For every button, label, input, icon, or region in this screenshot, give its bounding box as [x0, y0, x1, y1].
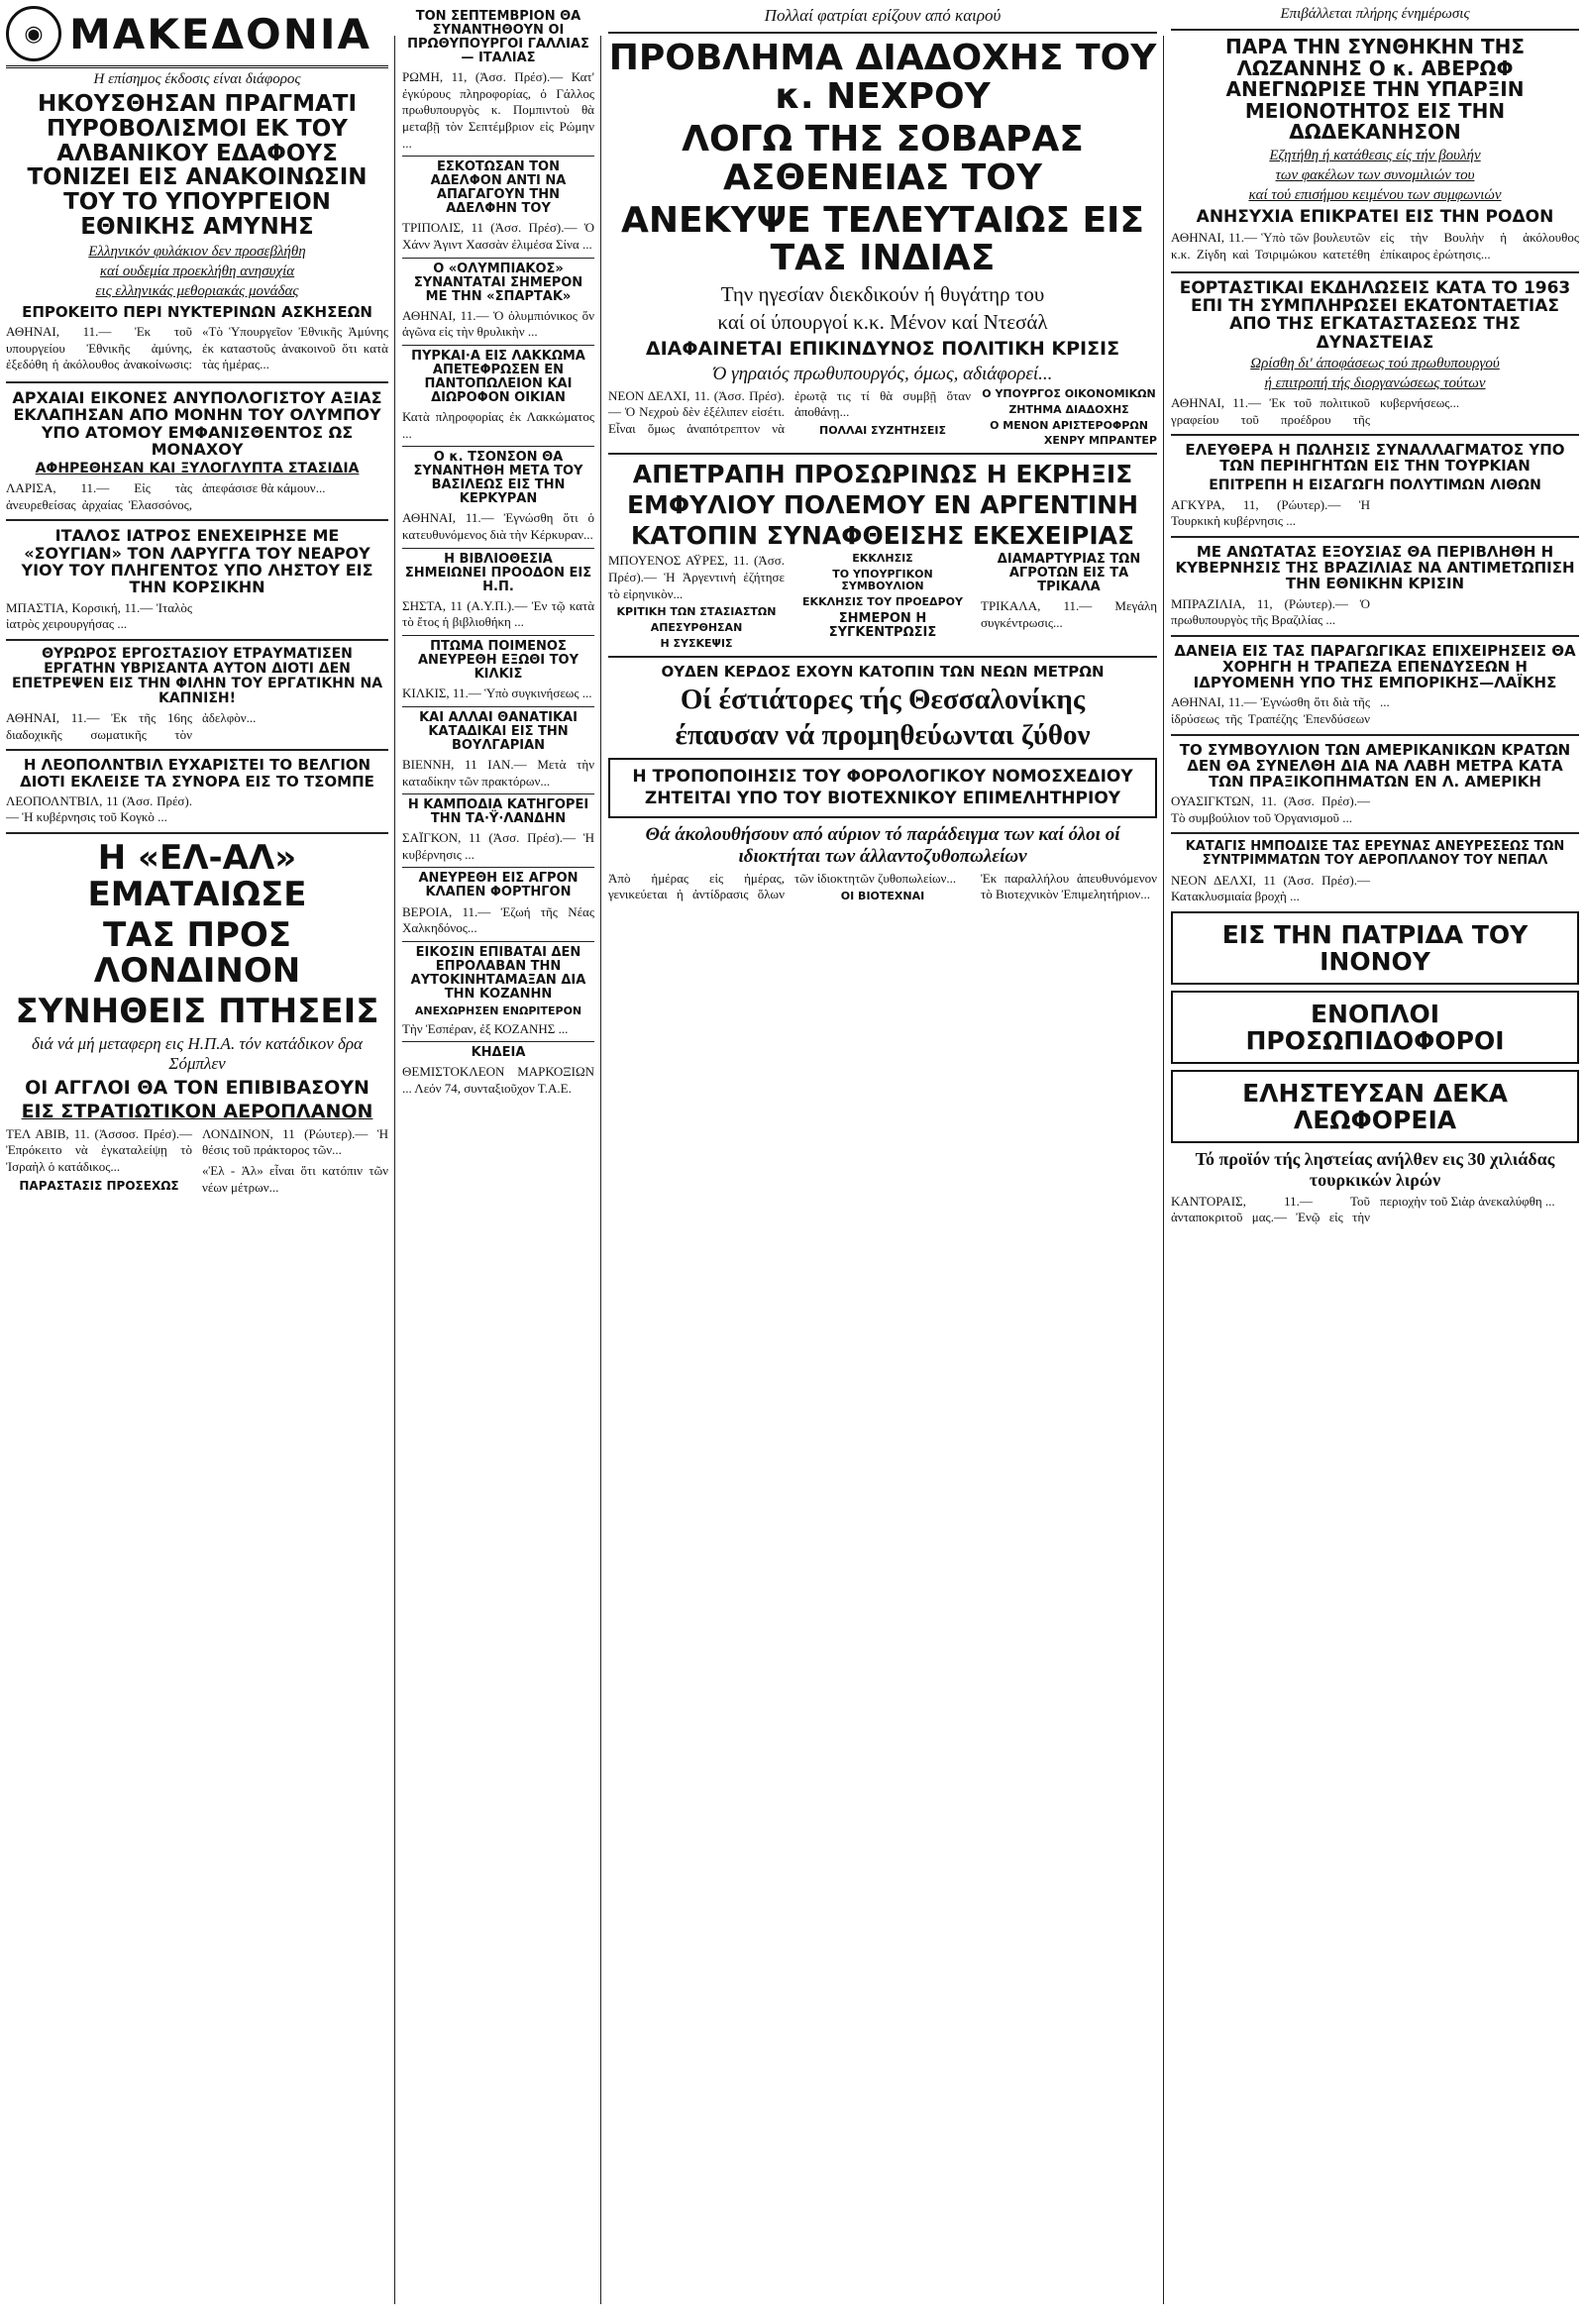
headline: ΠΥΡΚΑΙ·Α ΕΙΣ ΛΑΚΚΩΜΑ ΑΠΕΤΕΦΡΩΣΕΝ ΕΝ ΠΑΝΤΟΠΩΛΕΙΟΝ ΚΑΙ ΔΙΩΡΟΦΟΝ ΟΙΚΙΑΝ	[411, 348, 585, 406]
headline: ΑΠΕΤΡΑΠΗ ΠΡΟΣΩΡΙΝΩΣ Η ΕΚΡΗΞΙΣ	[632, 460, 1133, 489]
deck-line: Θά άκολουθήσουν από αύριον τό παράδειγμα των καί όλοι οί ιδιοκτήται των άλλαντοζυθοπωλείων	[645, 823, 1120, 867]
headline: ΙΤΑΛΟΣ ΙΑΤΡΟΣ ΕΝΕΧΕΙΡΗΣΕ ΜΕ «ΣΟΥΓΙΑΝ» ΤΟΝ ΛΑΡΥΓΓΑ ΤΟΥ ΝΕΑΡΟΥ ΥΙΟΥ ΤΟΥ ΠΛΗΓΕΝΤΟΣ ΥΠΟ ΛΗΣΤΟΥ ΕΙΣ ΤΗΝ ΚΟΡΣΙΚΗΝ	[21, 526, 373, 597]
main-headline: ΠΡΟΒΛΗΜΑ ΔΙΑΔΟΧΗΣ ΤΟΥ κ. ΝΕΧΡΟΥ	[608, 38, 1157, 117]
section-label: Ο ΜΕΝΟΝ ΑΡΙΣΤΕΡΟΦΡΩΝ	[990, 418, 1148, 432]
column-rule	[600, 36, 601, 2304]
article-text: ΤΕΛ ΑΒΙΒ, 11. (Ἀσσοσ. Πρέσ).— Ἐπρόκειτο νὰ ἐγκαταλείψῃ τὸ Ἰσραὴλ ὁ κατάδικος...	[6, 1125, 192, 1174]
subhead-box	[608, 758, 1157, 818]
headline: έπαυσαν νά προμηθεύωνται ζύθον	[675, 718, 1091, 751]
column-left	[0, 0, 394, 2324]
main-headline: ΑΝΕΚΥΨΕ ΤΕΛΕΥΤΑΙΩΣ ΕΙΣ ΤΑΣ ΙΝΔΙΑΣ	[620, 199, 1145, 279]
article-text: ΚΙΛΚΙΣ, 11.— Ὑπὸ συγκινήσεως ...	[402, 686, 592, 701]
kicker: ΟΥΔΕΝ ΚΕΡΔΟΣ ΕΧΟΥΝ ΚΑΤΟΠΙΝ ΤΩΝ ΝΕΩΝ ΜΕΤΡΩΝ	[661, 662, 1105, 681]
article-text: Ἐκ παραλλήλου ἀπευθυνόμενον τὸ Βιοτεχνικὸν Ἐπιμελητήριον...	[981, 870, 1157, 902]
article-body	[1171, 873, 1579, 905]
headline: ΠΑΡΑ ΤΗΝ ΣΥΝΘΗΚΗΝ ΤΗΣ ΛΩΖΑΝΝΗΣ Ο κ. ΑΒΕΡΩΦ ΑΝΕΓΝΩΡΙΣΕ ΤΗΝ ΥΠΑΡΞΙΝ ΜΕΙΟΝΟΤΗΤΟΣ ΕΙΣ ΤΗΝ ΔΩΔΕΚΑΝΗΣΟΝ	[1224, 35, 1525, 145]
article-text: ΜΠΟΥΕΝΟΣ ΑΫΡΕΣ, 11. (Ἀσσ. Πρέσ).— Ἡ Ἀργεντινὴ ἐζήτησε τὸ εἰρηνικὸν...	[608, 553, 785, 601]
section-label: ΟΙ ΒΙΟΤΕΧΝΑΙ	[840, 890, 925, 903]
kicker: Πολλαί φατρίαι ερίζουν από καιρού	[764, 6, 1002, 25]
article-body	[608, 871, 1157, 906]
kicker: Επιβάλλεται πλήρης ένημέρωσις	[1280, 6, 1470, 22]
article-text: ΝΕΟΝ ΔΕΛΧΙ, 11 (Ἀσσ. Πρέσ).— Κατακλυσμιαία βροχὴ ...	[1171, 872, 1370, 904]
article-text: ΜΠΡΑΖΙΛΙΑ, 11, (Ρώυτερ).— Ὁ πρωθυπουργὸς τῆς Βραζιλίας ...	[1171, 595, 1370, 628]
deck-line: Ελληνικόν φυλάκιον δεν προσεβλήθη	[88, 243, 306, 260]
article-text: ΡΩΜΗ, 11, (Ἀσσ. Πρέσ).— Κατ' ἐγκύρους πληροφορίας, ὁ Γάλλος πρωθυπουργὸς κ. Πομπιντοὺ θὰ μεταβῇ τὸν Σεπτέμβριον εἰς Ρώμην ...	[402, 69, 594, 151]
article-text: ΑΘΗΝΑΙ, 11.— Ἐγνώσθη ὅτι διὰ τῆς ἱδρύσεως τῆς Τραπέζης Ἐπενδύσεων ...	[1171, 694, 1390, 726]
newspaper-title: ΜΑΚΕΔΟΝΙΑ	[69, 9, 372, 58]
article-text: ΛΑΡΙΣΑ, 11.— Εἰς τὰς ἀνευρεθείσας ἀρχαίας Ἐλασσόνος, ἀπεφάσισε θὰ κάμουν...	[6, 480, 326, 512]
article-text: ΑΘΗΝΑΙ, 11.— Ἐκ τοῦ πολιτικοῦ γραφείου τοῦ προέδρου τῆς κυβερνήσεως...	[1171, 395, 1460, 427]
article-body	[1171, 793, 1579, 826]
article-text: ΟΥΑΣΙΓΚΤΩΝ, 11. (Ἀσσ. Πρέσ).— Τὸ συμβούλιον τοῦ Ὀργανισμοῦ ...	[1171, 793, 1370, 825]
deck-line: καί ουδεμία προεκλήθη ανησυχία	[99, 263, 295, 279]
section-label: ΤΟ ΥΠΟΥΡΓΙΚΟΝ ΣΥΜΒΟΥΛΙΟΝ	[832, 568, 933, 593]
article-body	[6, 324, 388, 375]
masthead	[6, 0, 388, 68]
article-body	[1171, 395, 1579, 428]
article-body	[6, 1126, 388, 1199]
headline: ΕΜΦΥΛΙΟΥ ΠΟΛΕΜΟΥ ΕΝ ΑΡΓΕΝΤΙΝΗ	[626, 490, 1139, 520]
article-text: ΜΠΑΣΤΙΑ, Κορσική, 11.— Ἰταλὸς ἰατρὸς χειρουργήσας ...	[6, 599, 192, 632]
deck-line: Ό γηραιός πρωθυπουργός, όμως, αδιάφορεί...	[712, 363, 1053, 384]
headline: ΔΑΝΕΙΑ ΕΙΣ ΤΑΣ ΠΑΡΑΓΩΓΙΚΑΣ ΕΠΙΧΕΙΡΗΣΕΙΣ ΘΑ ΧΟΡΗΓΗ Η ΤΡΑΠΕΖΑ ΕΠΕΝΔΥΣΕΩΝ Η ΙΔΡΥΟΜΕΝΗ ΥΠΟ ΤΗΣ ΕΜΠΟΡΙΚΗΣ—ΛΑΪΚΗΣ	[1174, 641, 1576, 692]
headline: ΚΗΔΕΙΑ	[471, 1045, 526, 1061]
deck-line: εις ελληνικάς μεθοριακάς μονάδας	[95, 282, 299, 299]
column-rule	[394, 36, 395, 2304]
article-body	[1171, 230, 1579, 264]
subheadline: ΑΦΗΡΕΘΗΣΑΝ ΚΑΙ ΞΥΛΟΓΛΥΠΤΑ ΣΤΑΣΙΔΙΑ	[35, 461, 360, 477]
article-text: ΣΗΣΤΑ, 11 (Α.Υ.Π.).— Ἐν τῷ κατὰ τὸ ἔτος ἡ βιβλιοθήκη ...	[402, 597, 594, 630]
headline: Η ΛΕΟΠΟΛΝΤΒΙΛ ΕΥΧΑΡΙΣΤΕΙ ΤΟ ΒΕΛΓΙΟΝ ΔΙΟΤΙ ΕΚΛΕΙΣΕ ΤΑ ΣΥΝΟΡΑ ΕΙΣ ΤΟ ΤΣΟΜΠΕ	[20, 756, 374, 791]
headline: Ο «ΟΛΥΜΠΙΑΚΟΣ» ΣΥΝΑΝΤΑΤΑΙ ΣΗΜΕΡΟΝ ΜΕ ΤΗΝ «ΣΠΑΡΤΑΚ»	[413, 261, 583, 304]
banner-subhead: διά νά μή μεταφερη εις Η.Π.Α. τόν κατάδικον δρα Σόμπλεν	[32, 1033, 363, 1073]
section-label: ΠΟΛΛΑΙ ΣΥΖΗΤΗΣΕΙΣ	[818, 424, 947, 438]
deck-line: ή επιτροπή τής διοργανώσεως τούτων	[1264, 375, 1486, 392]
article-text: ΒΕΡΟΙΑ, 11.— Ἐζωή τῆς Νέας Χαλκηδόνος...	[402, 903, 594, 936]
headline: ΚΑΙ ΑΛΛΑΙ ΘΑΝΑΤΙΚΑΙ ΚΑΤΑΔΙΚΑΙ ΕΙΣ ΤΗΝ ΒΟΥΛΓΑΡΙΑΝ	[419, 709, 578, 753]
headline: Η ΒΙΒΛΙΟΘΕΣΙΑ ΣΗΜΕΙΩΝΕΙ ΠΡΟΟΔΟΝ ΕΙΣ Η.Π.	[404, 551, 592, 594]
article-text: ΛΟΝΔΙΝΟΝ, 11 (Ρώυτερ).— Ἡ θέσις τοῦ πράκτορος τῶν...	[202, 1125, 388, 1158]
column-narrow	[396, 0, 600, 2324]
helmet-profile-icon: ◉	[6, 6, 61, 61]
section-label: ΕΚΚΛΗΣΙΣ	[852, 552, 913, 566]
section-label: Η ΣΥΣΚΕΨΙΣ	[660, 636, 733, 650]
deck-line: καί οί ύπουργοί κ.κ. Μένον καί Ντεσάλ	[717, 310, 1048, 335]
subheadline: Η ΤΡΟΠΟΠΟΙΗΣΙΣ ΤΟΥ ΦΟΡΟΛΟΓΙΚΟΥ ΝΟΜΟΣΧΕΔΙΟΥ	[632, 766, 1133, 787]
headline: ΠΤΩΜΑ ΠΟΙΜΕΝΟΣ ΑΝΕΥΡΕΘΗ ΕΞΩΘΙ ΤΟΥ ΚΙΛΚΙΣ	[418, 639, 579, 683]
subheadline: ΣΗΜΕΡΟΝ Η ΣΥΓΚΕΝΤΡΩΣΙΣ ΔΙΑΜΑΡΤΥΡΙΑΣ ΤΩΝ ΑΓΡΟΤΩΝ ΕΙΣ ΤΑ ΤΡΙΚΑΛΑ	[828, 552, 1141, 640]
deck-line: Την ηγεσίαν διεκδικούν ή θυγάτηρ του	[720, 282, 1045, 307]
headline: ΕΙΚΟΣΙΝ ΕΠΙΒΑΤΑΙ ΔΕΝ ΕΠΡΟΛΑΒΑΝ ΤΗΝ ΑΥΤΟΚΙΝΗΤΑΜΑΞΑΝ ΔΙΑ ΤΗΝ ΚΟΖΑΝΗΝ	[410, 944, 586, 1002]
article-body	[6, 710, 388, 743]
banner-headline: ΤΑΣ ΠΡΟΣ ΛΟΝΔΙΝΟΝ	[93, 914, 301, 992]
byline: ΧΕΝΡΥ ΜΠΡΑΝΤΕΡ	[1043, 434, 1157, 448]
deck-line: Τό προϊόν τής ληστείας ανήλθεν εις 30 χιλιάδας τουρκικών λιρών	[1195, 1148, 1555, 1190]
deck-line: Ωρίσθη δι' άποφάσεως τού πρωθυπουργού	[1250, 356, 1500, 372]
kicker: Η επίσημος έκδοσις είναι διάφορος	[93, 71, 301, 87]
headline-box	[1171, 1070, 1579, 1143]
subheadline: ΔΙΑΦΑΙΝΕΤΑΙ ΕΠΙΚΙΝΔΥΝΟΣ ΠΟΛΙΤΙΚΗ ΚΡΙΣΙΣ	[645, 338, 1120, 361]
headline: ΚΑΤΟΠΙΝ ΣΥΝΑΦΘΕΙΣΗΣ ΕΚΕΧΕΙΡΙΑΣ	[630, 521, 1135, 551]
headline: ΑΡΧΑΙΑΙ ΕΙΚΟΝΕΣ ΑΝΥΠΟΛΟΓΙΣΤΟΥ ΑΞΙΑΣ ΕΚΛΑΠΗΣΑΝ ΑΠΟ ΜΟΝΗΝ ΤΟΥ ΟΛΥΜΠΟΥ ΥΠΟ ΑΤΟΜΟΥ ΕΜΦΑΝΙΣΘΕΝΤΟΣ ΩΣ ΜΟΝΑΧΟΥ	[12, 388, 382, 459]
subheadline: ΕΠΡΟΚΕΙΤΟ ΠΕΡΙ ΝΥΚΤΕΡΙΝΩΝ ΑΣΚΗΣΕΩΝ	[22, 302, 372, 321]
article-text: ΛΕΟΠΟΛΝΤΒΙΛ, 11 (Ἀσσ. Πρέσ).— Ἡ κυβέρνησις τοῦ Κογκὸ ...	[6, 792, 192, 825]
headline: ΕΝΟΠΛΟΙ ΠΡΟΣΩΠΙΔΟΦΟΡΟΙ	[1245, 999, 1505, 1055]
article-text: ΣΑΪΓΚΟΝ, 11 (Ἀσσ. Πρέσ).— Ἡ κυβέρνησις ...	[402, 830, 594, 862]
article-body	[6, 480, 388, 513]
headline: ΑΝΕΥΡΕΘΗ ΕΙΣ ΑΓΡΟΝ ΚΛΑΠΕΝ ΦΟΡΤΗΓΟΝ	[418, 871, 579, 900]
article-text: ΝΕΟΝ ΔΕΛΧΙ, 11. (Ἀσσ. Πρέσ).— Ὁ Νεχροὺ δὲν ἐξέλιπεν εἰσέτι. Εἶναι ὅμως ἀναπότρεπτον νὰ ἐρωτᾷ τις τί θὰ συμβῇ ὅταν ἀποθάνῃ...	[608, 387, 971, 437]
subheadline: ΑΝΗΣΥΧΙΑ ΕΠΙΚΡΑΤΕΙ ΕΙΣ ΤΗΝ ΡΟΔΟΝ	[1196, 206, 1554, 227]
main-headline: ΛΟΓΩ ΤΗΣ ΣΟΒΑΡΑΣ ΑΣΘΕΝΕΙΑΣ ΤΟΥ	[682, 118, 1084, 198]
article-text: Κατὰ πληροφορίας ἐκ Λακκώματος ...	[402, 409, 594, 441]
column-right	[1165, 0, 1585, 2324]
headline: ΕΛΕΥΘΕΡΑ Η ΠΩΛΗΣΙΣ ΣΥΝΑΛΛΑΓΜΑΤΟΣ ΥΠΟ ΤΩΝ ΠΕΡΙΗΓΗΤΩΝ ΕΙΣ ΤΗΝ ΤΟΥΡΚΙΑΝ	[1185, 441, 1565, 475]
article-body	[6, 600, 388, 633]
article-text: ΑΘΗΝΑΙ, 11.— Ἐκ τοῦ υπουργείου Ἐθνικῆς ἀμύνης, ἐξεδόθη ἡ ἀκόλουθος ἀνακοίνωσις: «Τὸ Ὑπουργεῖον Ἐθνικῆς Ἀμύνης ἐκ καταστοῦς ἀνακοινοῦ ὅτι κατὰ τὰς ἡμέρας...	[6, 324, 388, 372]
article-text: ΒΙΕΝΝΗ, 11 ΙΑΝ.— Μετὰ τὴν καταδίκην τῶν πρακτόρων...	[402, 756, 594, 789]
article-body	[608, 553, 1157, 650]
section-label: ΠΑΡΑΣΤΑΣΙΣ ΠΡΟΣΕΧΩΣ	[19, 1178, 179, 1193]
article-body	[1171, 497, 1579, 530]
article-text: «Ἐλ - Ἀλ» εἶναι ὅτι κατόπιν τῶν νέων μέτρων...	[202, 1162, 388, 1195]
deck-line: καί τού επισήμου κειμένου των συμφωνιών	[1248, 186, 1502, 203]
section-label: ΚΡΙΤΙΚΗ ΤΩΝ ΣΤΑΣΙΑΣΤΩΝ	[616, 605, 777, 619]
headline: Οί έστιάτορες τής Θεσσαλονίκης	[680, 683, 1086, 715]
article-text: ΚΑΝΤΟΡΑΙΣ, 11.— Τοῦ ἀνταποκριτοῦ μας.— Ἐνῷ εἰς τὴν περιοχὴν τοῦ Σιὰρ ἀνεκαλύφθη ...	[1171, 1193, 1555, 1225]
headline: Η ΚΑΜΠΟΔΙΑ ΚΑΤΗΓΟΡΕΙ ΤΗΝ ΤΑ·Ϋ·ΛΑΝΔΗΝ	[407, 797, 589, 827]
article-body	[1171, 596, 1579, 629]
article-text: ΘΕΜΙΣΤΟΚΛΕΟΝ ΜΑΡΚΟΞΙΩΝ ... Λεόν 74, συνταξιοῦχον Τ.Α.Ε.	[402, 1064, 594, 1097]
headline-box	[1171, 911, 1579, 985]
deck-line: των φακέλων των συνομιλιών του	[1275, 166, 1475, 183]
article-text: ΑΓΚΥΡΑ, 11, (Ρώυτερ).— Ἡ Τουρκικὴ κυβέρνησις ...	[1171, 496, 1370, 529]
section-label: ΑΝΕΧΩΡΗΣΕΝ ΕΝΩΡΙΤΕΡΟΝ	[414, 1004, 582, 1017]
headline: ΕΙΣ ΤΗΝ ΠΑΤΡΙΔΑ ΤΟΥ ΙΝΟΝΟΥ	[1221, 919, 1529, 976]
article-text: ΤΡΙΚΑΛΑ, 11.— Μεγάλη συγκέντρωσις...	[981, 598, 1157, 630]
subheadline: ΕΠΙΤΡΕΠΗ Η ΕΙΣΑΓΩΓΗ ΠΟΛΥΤΙΜΩΝ ΛΙΘΩΝ	[1209, 476, 1541, 493]
section-label: ΕΚΚΛΗΣΙΣ ΤΟΥ ΠΡΟΕΔΡΟΥ	[802, 594, 963, 608]
headline: ΜΕ ΑΝΩΤΑΤΑΣ ΕΞΟΥΣΙΑΣ ΘΑ ΠΕΡΙΒΛΗΘΗ Η ΚΥΒΕΡΝΗΣΙΣ ΤΗΣ ΒΡΑΖΙΛΙΑΣ ΝΑ ΑΝΤΙΜΕΤΩΠΙΣΗ ΤΗΝ ΕΘΝΙΚΗΝ ΚΡΙΣΙΝ	[1175, 543, 1575, 593]
headline: Ο κ. ΤΣΟΝΣΟΝ ΘΑ ΣΥΝΑΝΤΗΘΗ ΜΕΤΑ ΤΟΥ ΒΑΣΙΛΕΩΣ ΕΙΣ ΤΗΝ ΚΕΡΚΥΡΑΝ	[413, 450, 583, 507]
headline: ΚΑΤΑΓΙΣ ΗΜΠΟΔΙΣΕ ΤΑΣ ΕΡΕΥΝΑΣ ΑΝΕΥΡΕΣΕΩΣ ΤΩΝ ΣΥΝΤΡΙΜΜΑΤΩΝ ΤΟΥ ΑΕΡΟΠΛΑΝΟΥ ΤΟΥ ΝΕΠΑΛ	[1185, 839, 1565, 869]
headline: ΕΟΡΤΑΣΤΙΚΑΙ ΕΚΔΗΛΩΣΕΙΣ ΚΑΤΑ ΤΟ 1963 ΕΠΙ ΤΗ ΣΥΜΠΛΗΡΩΣΕΙ ΕΚΑΤΟΝΤΑΕΤΙΑΣ ΑΠΟ ΤΗΣ ΕΓΚΑΤΑΣΤΑΣΕΩΣ ΤΗΣ ΔΥΝΑΣΤΕΙΑΣ	[1179, 277, 1571, 353]
headline-box	[1171, 991, 1579, 1064]
headline: ΕΣΚΟΤΩΣΑΝ ΤΟΝ ΑΔΕΛΦΟΝ ΑΝΤΙ ΝΑ ΑΠΑΓΑΓΟΥΝ ΤΗΝ ΑΔΕΛΦΗΝ ΤΟΥ	[430, 159, 567, 217]
deck-line: Εζητήθη ή κατάθεσις είς τήν βουλήν	[1269, 147, 1481, 163]
article-text: Ἀπὸ ἡμέρας εἰς ἡμέρας, γενικεύεται ἡ ἀντίδρασις ὅλων τῶν ἰδιοκτητῶν ζυθοπωλείων...	[608, 870, 957, 902]
column-center	[602, 0, 1163, 2324]
article-body	[1171, 1194, 1579, 1226]
column-rule	[1163, 36, 1164, 2304]
article-text: ΑΘΗΝΑΙ, 11.— Ὁ ὀλυμπιόνικος ὅν ἀγῶνα εἰς τὴν θρυλικὴν ...	[402, 307, 594, 340]
headline: ΗΚΟΥΣΘΗΣΑΝ ΠΡΑΓΜΑΤΙ ΠΥΡΟΒΟΛΙΣΜΟΙ ΕΚ ΤΟΥ ΑΛΒΑΝΙΚΟΥ ΕΔΑΦΟΥΣ ΤΟΝΙΖΕΙ ΕΙΣ ΑΝΑΚΟΙΝΩΣΙΝ ΤΟΥ ΤΟ ΥΠΟΥΡΓΕΙΟΝ ΕΘΝΙΚΗΣ ΑΜΥΝΗΣ	[27, 91, 368, 241]
headline: ΕΛΗΣΤΕΥΣΑΝ ΔΕΚΑ ΛΕΩΦΟΡΕΙΑ	[1242, 1078, 1508, 1134]
headline: ΤΟ ΣΥΜΒΟΥΛΙΟΝ ΤΩΝ ΑΜΕΡΙΚΑΝΙΚΩΝ ΚΡΑΤΩΝ ΔΕΝ ΘΑ ΣΥΝΕΛΘΗ ΔΙΑ ΝΑ ΛΑΒΗ ΜΕΤΡΑ ΚΑΤΑ ΤΩΝ ΠΡΑΞΙΚΟΠΗΜΑΤΩΝ ΕΝ Λ. ΑΜΕΡΙΚΗ	[1179, 740, 1571, 791]
subheadline: ΕΙΣ ΣΤΡΑΤΙΩΤΙΚΟΝ ΑΕΡΟΠΛΑΝΟΝ	[21, 1101, 373, 1123]
section-label: Ο ΥΠΟΥΡΓΟΣ ΟΙΚΟΝΟΜΙΚΩΝ	[982, 386, 1156, 400]
headline: ΤΟΝ ΣΕΠΤΕΜΒΡΙΟΝ ΘΑ ΣΥΝΑΝΤΗΘΟΥΝ ΟΙ ΠΡΩΘΥΠΟΥΡΓΟΙ ΓΑΛΛΙΑΣ — ΙΤΑΛΙΑΣ	[407, 9, 589, 66]
subheadline: ΟΙ ΑΓΓΛΟΙ ΘΑ ΤΟΝ ΕΠΙΒΙΒΑΣΟΥΝ	[25, 1076, 370, 1099]
article-text: ΑΘΗΝΑΙ, 11.— Ἐγνώσθη ὅτι ὁ κατευθυνόμενος διὰ τὴν Κέρκυραν...	[402, 510, 594, 543]
article-body	[6, 793, 388, 826]
article-text: ΑΘΗΝΑΙ, 11.— Ὑπὸ τῶν βουλευτῶν κ.κ. Ζίγδη καὶ Τσιριμώκου κατετέθη εἰς τὴν Βουλὴν ἡ ἀκόλουθος ἐπίκαιρος ἐρώτησις...	[1171, 230, 1579, 262]
banner-headline: ΣΥΝΗΘΕΙΣ ΠΤΗΣΕΙΣ	[15, 991, 379, 1031]
article-text: ΤΡΙΠΟΛΙΣ, 11 (Ἀσσ. Πρέσ).— Ὁ Χάνν Ἀγιντ Χασσὰν ἐλιμέσα Σίνα ...	[402, 220, 594, 252]
article-body	[608, 388, 1157, 448]
section-label: ΑΠΕΣΥΡΘΗΣΑΝ	[650, 621, 743, 635]
article-body	[1171, 694, 1579, 727]
section-label: ΖΗΤΗΜΑ ΔΙΑΔΟΧΗΣ	[1008, 402, 1129, 416]
article-text: Τὴν Ἑσπέραν, ἐξ ΚΟΖΑΝΗΣ ...	[402, 1020, 569, 1036]
subheadline: ΖΗΤΕΙΤΑΙ ΥΠΟ ΤΟΥ ΒΙΟΤΕΧΝΙΚΟΥ ΕΠΙΜΕΛΗΤΗΡΙΟΥ	[644, 789, 1121, 809]
article-text: ΑΘΗΝΑΙ, 11.— Ἐκ τῆς 16ης διαδοχικῆς σωματικῆς τὸν ἀδελφὸν...	[6, 710, 257, 742]
banner-headline: Η «ΕΛ-ΑΛ» ΕΜΑΤΑΙΩΣΕ	[87, 838, 307, 914]
headline: ΘΥΡΩΡΟΣ ΕΡΓΟΣΤΑΣΙΟΥ ΕΤΡΑΥΜΑΤΙΣΕΝ ΕΡΓΑΤΗΝ ΥΒΡΙΣΑΝΤΑ ΑΥΤΟΝ ΔΙΟΤΙ ΔΕΝ ΕΠΕΤΡΕΨΕΝ ΕΙΣ ΤΗΝ ΦΙΛΗΝ ΤΟΥ ΕΡΓΑΤΙΚΗΝ ΝΑ ΚΑΠΝΙΣΗ!	[11, 645, 383, 707]
